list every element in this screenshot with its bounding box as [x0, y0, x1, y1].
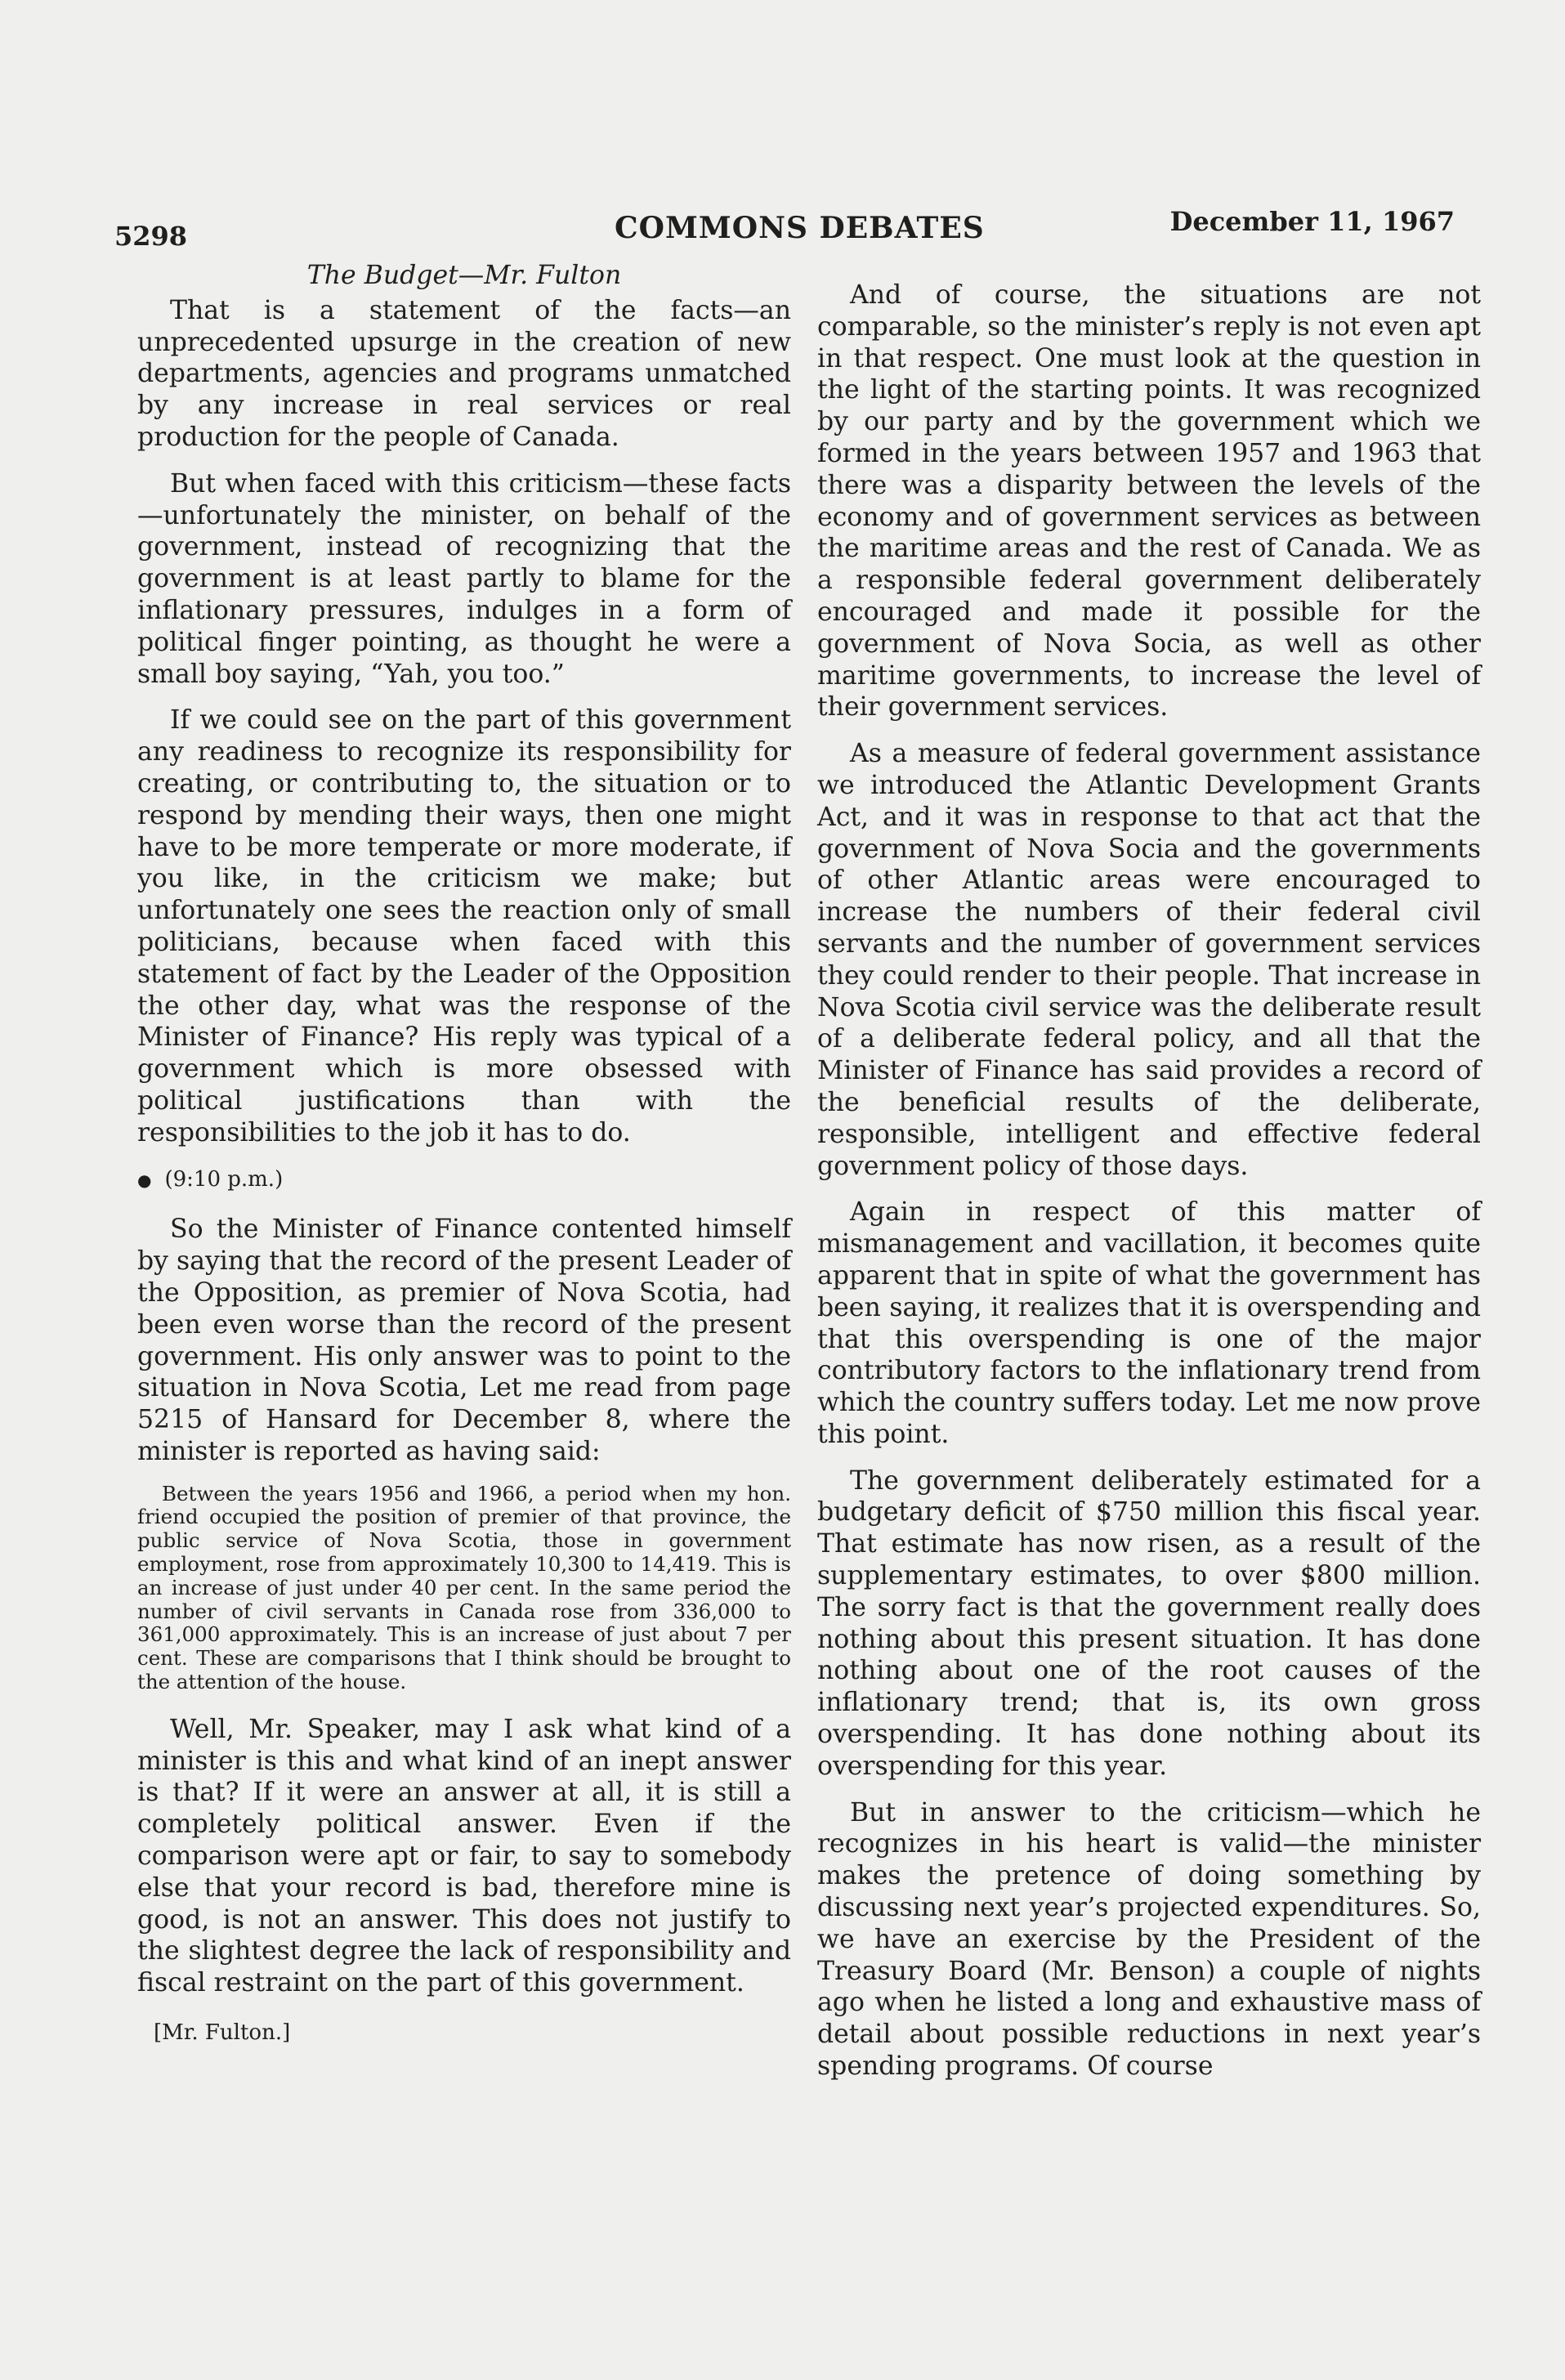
page-number: 5298 [114, 221, 188, 252]
paragraph: So the Minister of Finance contented himself by saying that the record of the present Leader of the Opposition, as premier of Nova Scotia, had been even worse than the record of the present government. His only answer was to point to the situation in Nova Scotia, Let me read from page 5215 of Hansard for December 8, where the minister is reported as having said: [137, 1215, 791, 1466]
left-column [137, 260, 791, 2064]
paragraph: If we could see on the part of this government any readiness to recognize its responsibility for creating, or contributing to, the situation or to respond by mending their ways, then one might have to be more temperate or more moderate, if you like, in the criticism we make; but unfortunately one sees the reaction only of small politicians, because when faced with this statement of fact by the Leader of the Opposition the other day, what was the response of the Minister of Finance? His reply was typical of a government which is more obsessed with political justifications than with the responsibilities to the job it has to do. [137, 705, 791, 1148]
paragraph: And of course, the situations are not comparable, so the minister’s reply is not even apt in that respect. One must look at the question in the light of the starting points. It was recognized by our party and by the government which we formed in the years between 1957 and 1963 that there was a disparity between the levels of the economy and of government services as between the maritime areas and the rest of Canada. We as a responsible federal government deliberately encouraged and made it possible for the government of Nova Socia, as well as other maritime governments, to increase the level of their government services. [817, 280, 1481, 722]
paragraph: Well, Mr. Speaker, may I ask what kind of a minister is this and what kind of an inept answer is that? If it were an answer at all, it is still a completely political answer. Even if the comparison were apt or fair, to say to somebody else that your record is bad, therefore mine is good, is not an answer. This does not justify to the slightest degree the lack of responsibility and fiscal restraint on the part of this government. [137, 1714, 791, 1998]
paragraph: As a measure of federal government assistance we introduced the Atlantic Development Grants Act, and it was in response to that act that the government of Nova Socia and the governments of other Atlantic areas were encouraged to increase the numbers of their federal civil servants and the number of government services they could render to their people. That increase in Nova Scotia civil service was the deliberate result of a deliberate federal policy, and all that the Minister of Finance has said provides a record of the beneficial results of the deliberate, responsible, intelligent and effective federal government policy of those days. [817, 739, 1481, 1181]
speaker-tag: [Mr. Fulton.] [154, 2020, 291, 2046]
block-quote: Between the years 1956 and 1966, a period when my hon. friend occupied the position of premier of that province, the public service of Nova Scotia, those in government employment, rose from approximately 10,300 to 14,419. This is an increase of just under 40 per cent. In the same period the number of civil servants in Canada rose from 336,000 to 361,000 approximately. This is an increase of just about 7 per cent. These are comparisons that I think should be brought to the attention of the house. [137, 1481, 791, 1694]
page-header [114, 206, 1455, 255]
paragraph: But when faced with this criticism—these facts—unfortunately the minister, on behalf of the government, instead of recognizing that the government is at least partly to blame for the inflationary pressures, indulges in a form of political finger pointing, as thought he were a small boy saying, “Yah, you too.” [137, 468, 791, 689]
paragraph: That is a statement of the facts—an unprecedented upsurge in the creation of new departments, agencies and programs unmatched by any increase in real services or real production for the people of Canada. [137, 295, 791, 452]
paragraph: The government deliberately estimated for a budgetary deficit of $750 million this fiscal year. That estimate has now risen, as a result of the supplementary estimates, to over $800 million. The sorry fact is that the government really does nothing about this present situation. It has done nothing about one of the root causes of the inflationary trend; that is, its own gross overspending. It has done nothing about its overspending for this year. [817, 1465, 1481, 1781]
time-marker [137, 1164, 791, 1197]
time-text: (9:10 p.m.) [164, 1166, 284, 1192]
paragraph: But in answer to the criticism—which he recognizes in his heart is valid—the minister makes the pretence of doing something by discussing next year’s projected expenditures. So, we have an exercise by the President of the Treasury Board (Mr. Benson) a couple of nights ago when he listed a long and exhaustive mass of detail about possible reductions in next year’s spending programs. Of course [817, 1797, 1481, 2082]
publication-date: December 11, 1967 [1169, 206, 1455, 237]
bullet-icon: ● [137, 1170, 152, 1190]
running-head: The Budget—Mr. Fulton [306, 261, 622, 290]
paragraph: Again in respect of this matter of mismanagement and vacillation, it becomes quite apparent that in spite of what the government has been saying, it realizes that it is overspending and that this overspending is one of the major contributory factors to the inflationary trend from which the country suffers today. Let me now prove this point. [817, 1197, 1481, 1449]
right-column [817, 280, 1481, 2097]
publication-title: COMMONS DEBATES [615, 211, 985, 245]
